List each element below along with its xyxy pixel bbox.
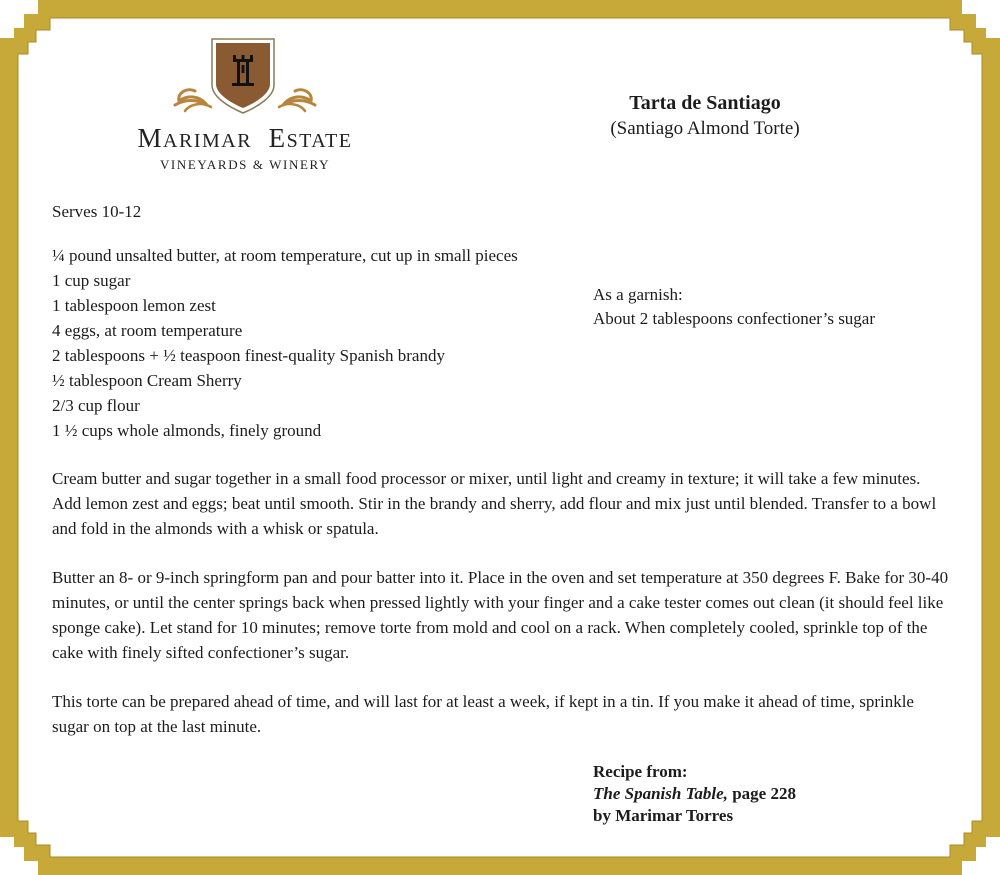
book-page: page 228: [727, 784, 796, 803]
recipe-credit: [593, 761, 796, 827]
ingredient-item: 1 ½ cups whole almonds, finely ground: [52, 421, 322, 440]
instruction-paragraph: Cream butter and sugar together in a small food processor or mixer, until light and creamy in texture; it will take a few minutes. Add lemon zest and eggs; beat until smooth. Stir in the brandy and sherry, add flour and mix just until blended. Transfer to a bowl and fold in the almonds with a whisk or spatula.: [52, 469, 937, 538]
winery-brand-name: MARIMAR ESTATE: [137, 123, 353, 153]
ingredient-item: 2 tablespoons + ½ teaspoon finest-quality Spanish brandy: [52, 346, 445, 365]
book-title: The Spanish Table,: [593, 784, 728, 803]
serving-size: Serves 10-12: [52, 202, 142, 221]
garnish-heading: As a garnish:: [593, 285, 683, 304]
winery-subtitle: VINEYARDS & WINERY: [159, 157, 331, 172]
shield-crest-icon: [115, 35, 375, 125]
ingredient-item: 1 tablespoon lemon zest: [52, 296, 216, 315]
instruction-paragraph: Butter an 8- or 9-inch springform pan and pour batter into it. Place in the oven and set temperature at 350 degrees F. Bake for 30-40 minutes, or until the center springs back when pressed lightly with your finger and a cake tester comes out clean (it should feel like sponge cake). Let stand for 10 minutes; remove torte from mold and cool on a rack. When completely cooled, sprinkle top of the cake with finely sifted confectioner’s sugar.: [52, 568, 949, 662]
garnish-item: About 2 tablespoons confectioner’s sugar: [593, 309, 876, 328]
credit-source: [593, 783, 796, 805]
recipe-subtitle: (Santiago Almond Torte): [610, 118, 800, 139]
ingredient-list: [52, 243, 518, 443]
winery-logo: [115, 35, 375, 175]
credit-author: by Marimar Torres: [593, 806, 734, 825]
ingredient-item: 2/3 cup flour: [52, 396, 140, 415]
ingredient-item: ¼ pound unsalted butter, at room temperature, cut up in small pieces: [52, 246, 518, 265]
instruction-paragraph: This torte can be prepared ahead of time, and will last for at least a week, if kept in a tin. If you make it ahead of time, sprinkle sugar on top at the last minute.: [52, 692, 914, 736]
ingredient-item: 1 cup sugar: [52, 271, 131, 290]
ingredient-item: ½ tablespoon Cream Sherry: [52, 371, 242, 390]
credit-label: Recipe from:: [593, 762, 688, 781]
recipe-title-block: [555, 90, 855, 142]
garnish-block: [593, 283, 875, 331]
recipe-title: Tarta de Santiago: [629, 92, 781, 114]
ingredient-item: 4 eggs, at room temperature: [52, 321, 243, 340]
